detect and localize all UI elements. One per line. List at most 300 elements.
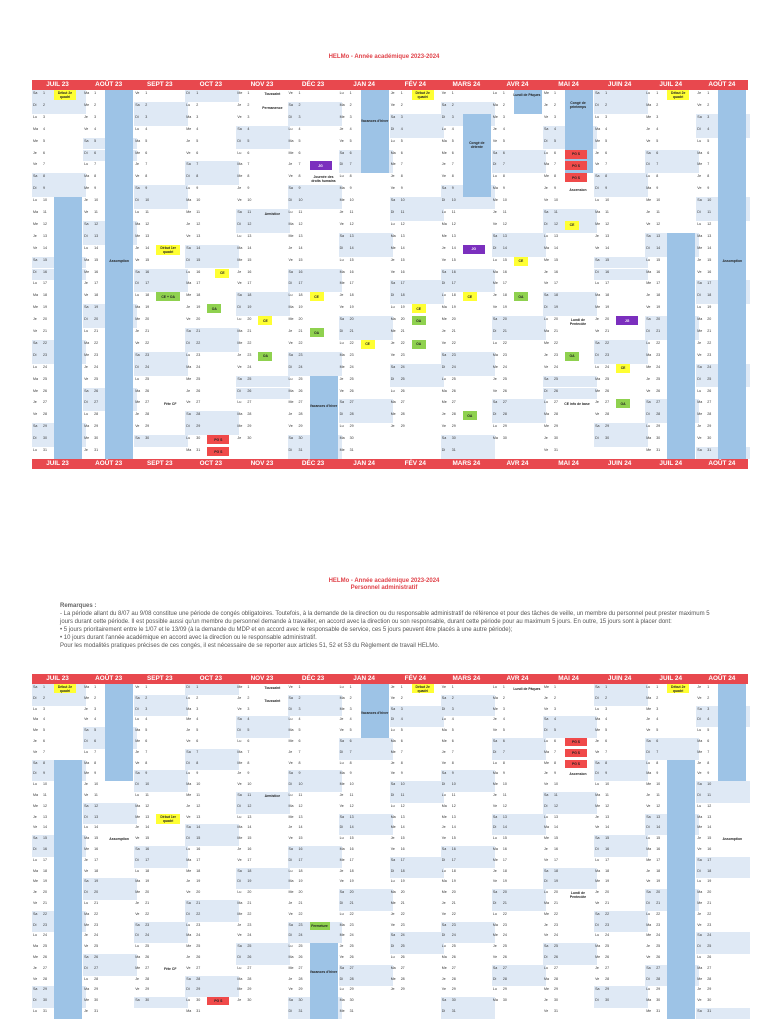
day-cell	[339, 388, 393, 400]
day-cell	[185, 846, 242, 857]
weekday-label: Di	[339, 162, 343, 167]
day-number: 18	[43, 868, 47, 873]
day-number: 30	[554, 436, 558, 441]
day-number: 18	[554, 293, 558, 298]
day-cell	[645, 727, 702, 738]
weekday-label: Di	[84, 814, 88, 819]
weekday-label: Ve	[288, 257, 293, 262]
day-cell	[492, 221, 546, 233]
weekday-label: Ma	[441, 221, 447, 226]
event-assomption: Assomption	[109, 259, 129, 264]
weekday-label: Ve	[84, 126, 89, 131]
day-cell	[543, 792, 597, 803]
event-armistice: Armistice	[264, 794, 281, 798]
event-ce: CE	[258, 316, 272, 325]
weekday-label: Di	[186, 91, 190, 95]
weekday-label: Di	[390, 793, 395, 797]
day-number: 16	[145, 847, 150, 851]
day-number: 21	[400, 901, 405, 905]
day-cell	[594, 727, 651, 738]
weekday-label: Ve	[186, 890, 191, 895]
weekday-label: Je	[441, 329, 446, 333]
day-cell	[32, 185, 86, 197]
day-number: 15	[605, 257, 610, 262]
weekday-label: Me	[33, 221, 38, 226]
weekday-label: Ve	[237, 933, 242, 938]
weekday-label: Ve	[595, 749, 600, 754]
weekday-label: Me	[339, 706, 345, 711]
weekday-label: Je	[339, 210, 344, 214]
day-number: 18	[451, 293, 456, 298]
detente-vacation-block	[463, 114, 491, 197]
day-number: 13	[298, 233, 303, 238]
day-number: 17	[349, 281, 354, 286]
day-number: 12	[502, 803, 507, 808]
day-number: 18	[94, 293, 99, 298]
weekday-label: Sa	[33, 836, 38, 841]
day-number: 5	[349, 728, 352, 733]
day-number: 27	[43, 965, 47, 970]
day-cell	[594, 824, 648, 835]
day-cell	[185, 173, 239, 185]
weekday-label: Lu	[33, 281, 37, 286]
day-number: 8	[247, 760, 250, 765]
day-number: 21	[247, 901, 252, 905]
weekday-label: Me	[33, 728, 38, 733]
day-number: 6	[349, 739, 352, 743]
weekday-label: Sa	[697, 857, 702, 862]
day-number: 25	[247, 376, 252, 381]
day-cell	[594, 749, 648, 760]
weekday-label: Ma	[33, 293, 38, 298]
day-cell	[492, 304, 546, 316]
event-ascension: Ascension	[569, 187, 587, 192]
day-number: 26	[349, 955, 354, 959]
weekday-label: Sa	[595, 760, 600, 765]
weekday-label: Di	[135, 706, 139, 711]
day-number: 2	[196, 695, 199, 700]
weekday-label: Me	[33, 879, 38, 884]
weekday-label: Di	[595, 922, 599, 927]
day-number: 24	[247, 933, 252, 938]
weekday-label: Ma	[697, 965, 703, 970]
day-cell	[339, 846, 393, 857]
day-number: 20	[451, 317, 456, 322]
day-cell	[492, 706, 549, 717]
weekday-label: Ma	[186, 198, 192, 203]
weekday-label: Ve	[441, 424, 446, 429]
weekday-label: Lu	[33, 448, 37, 452]
weekday-label: Sa	[544, 210, 549, 214]
weekday-label: Je	[84, 782, 88, 787]
day-number: 25	[94, 944, 99, 949]
weekday-label: Ve	[288, 340, 293, 345]
weekday-label: Je	[697, 257, 702, 262]
day-number: 28	[247, 976, 252, 981]
day-cell	[288, 695, 342, 706]
day-number: 29	[196, 987, 201, 992]
weekday-label: Ma	[492, 771, 498, 776]
weekday-label: Sa	[33, 424, 38, 429]
day-cell	[32, 161, 89, 173]
weekday-label: Ma	[544, 412, 549, 417]
day-number: 2	[196, 102, 199, 107]
day-number: 21	[349, 329, 354, 333]
event-ce-oa: CE + OA	[156, 292, 180, 301]
day-number: 27	[94, 400, 99, 405]
day-number: 3	[349, 114, 352, 119]
day-number: 16	[554, 847, 558, 851]
weekday-label: Sa	[288, 695, 293, 700]
day-number: 9	[451, 186, 454, 191]
weekday-label: Je	[544, 998, 548, 1003]
day-number: 19	[349, 305, 354, 310]
month-header: AOÛT 23	[95, 675, 123, 682]
weekday-label: Di	[84, 739, 88, 743]
day-cell	[441, 911, 495, 922]
weekday-label: Me	[390, 162, 396, 167]
day-number: 9	[400, 186, 403, 191]
day-cell	[390, 376, 444, 388]
weekday-label: Je	[646, 376, 650, 381]
day-number: 23	[196, 352, 201, 357]
day-number: 13	[451, 814, 456, 819]
day-number: 16	[43, 847, 47, 851]
weekday-label: Je	[492, 376, 497, 381]
day-cell	[543, 878, 597, 889]
day-number: 28	[298, 976, 303, 981]
day-number: 30	[605, 998, 610, 1003]
event-ascension: Ascension	[569, 772, 587, 777]
weekday-label: Lu	[544, 890, 548, 895]
day-cell	[185, 399, 242, 411]
day-number: 30	[451, 998, 456, 1003]
day-number: 26	[502, 955, 507, 959]
day-number: 10	[451, 198, 456, 203]
day-number: 25	[43, 944, 47, 949]
day-number: 14	[43, 245, 47, 250]
weekday-label: Lu	[441, 944, 446, 949]
day-cell	[492, 749, 546, 760]
weekday-label: Di	[339, 749, 343, 754]
day-cell	[236, 878, 290, 889]
weekday-label: Di	[237, 728, 241, 733]
day-cell	[543, 857, 600, 868]
day-number: 3	[145, 114, 148, 119]
day-number: 3	[196, 114, 199, 119]
weekday-label: Je	[186, 955, 191, 959]
weekday-label: Sa	[186, 901, 191, 905]
day-cell	[543, 435, 597, 447]
weekday-label: Je	[237, 269, 242, 274]
day-number: 19	[707, 879, 712, 884]
day-cell	[543, 447, 597, 459]
day-number: 25	[298, 376, 303, 381]
day-number: 27	[502, 965, 507, 970]
day-cell	[32, 749, 89, 760]
weekday-label: Me	[33, 955, 38, 959]
weekday-label: Ve	[339, 138, 344, 143]
day-number: 6	[247, 739, 250, 743]
day-cell	[236, 304, 290, 316]
weekday-label: Lu	[288, 944, 293, 949]
weekday-label: Lu	[237, 739, 242, 743]
day-number: 24	[707, 933, 712, 938]
day-cell	[134, 340, 188, 352]
weekday-label: Di	[390, 868, 395, 873]
weekday-label: Sa	[595, 685, 600, 689]
weekday-label: Sa	[288, 922, 293, 927]
weekday-label: Di	[135, 364, 139, 369]
weekday-label: Ma	[237, 412, 243, 417]
weekday-label: Sa	[390, 782, 396, 787]
day-number: 1	[707, 685, 710, 689]
weekday-label: Lu	[33, 857, 37, 862]
day-number: 23	[502, 922, 507, 927]
weekday-label: Ve	[697, 847, 702, 851]
day-cell	[390, 435, 447, 447]
day-number: 10	[656, 198, 661, 203]
day-number: 14	[554, 825, 558, 830]
weekday-label: Je	[84, 448, 88, 452]
weekday-label: Ma	[33, 126, 38, 131]
day-cell	[543, 997, 597, 1008]
weekday-label: Ma	[186, 364, 192, 369]
day-number: 13	[656, 814, 661, 819]
day-number: 22	[247, 911, 252, 916]
weekday-label: Lu	[186, 847, 191, 851]
weekday-label: Di	[595, 352, 599, 357]
day-number: 15	[502, 836, 507, 841]
day-number: 6	[43, 150, 45, 155]
day-number: 18	[247, 293, 252, 298]
day-cell	[492, 245, 546, 257]
day-number: 14	[94, 245, 99, 250]
weekday-label: Me	[544, 836, 549, 841]
weekday-label: Ma	[492, 695, 498, 700]
day-number: 4	[298, 126, 301, 131]
day-number: 1	[451, 91, 454, 95]
day-number: 23	[451, 352, 456, 357]
day-number: 2	[298, 102, 301, 107]
day-cell	[32, 727, 89, 738]
weekday-label: Ma	[33, 210, 38, 214]
day-cell	[288, 900, 342, 911]
day-cell	[134, 328, 191, 340]
day-number: 15	[349, 257, 354, 262]
weekday-label: Sa	[288, 269, 293, 274]
weekday-label: Sa	[288, 102, 293, 107]
day-number: 22	[400, 340, 405, 345]
day-number: 16	[94, 847, 99, 851]
day-number: 27	[196, 400, 201, 405]
day-number: 17	[502, 281, 507, 286]
day-number: 11	[298, 210, 303, 214]
weekday-label: Me	[441, 739, 447, 743]
day-number: 7	[707, 162, 710, 167]
day-number: 30	[656, 998, 661, 1003]
day-number: 6	[707, 150, 710, 155]
weekday-label: Ma	[697, 150, 703, 155]
day-cell	[185, 954, 239, 965]
weekday-label: Di	[646, 976, 650, 981]
day-cell	[441, 738, 498, 749]
day-cell	[185, 976, 239, 987]
day-number: 8	[656, 174, 659, 179]
weekday-label: Ve	[33, 329, 38, 333]
weekday-label: Me	[595, 879, 601, 884]
day-number: 29	[451, 987, 456, 992]
weekday-label: Ve	[33, 825, 38, 830]
day-number: 21	[145, 901, 150, 905]
weekday-label: Je	[339, 376, 344, 381]
day-number: 18	[43, 293, 47, 298]
weekday-label: Di	[237, 138, 241, 143]
weekday-label: Di	[186, 911, 190, 916]
weekday-label: Sa	[544, 126, 549, 131]
day-number: 10	[349, 198, 354, 203]
weekday-label: Me	[646, 1009, 652, 1013]
weekday-label: Me	[135, 890, 141, 895]
weekday-label: Me	[646, 281, 652, 286]
weekday-label: Je	[390, 685, 395, 689]
weekday-label: Ve	[33, 976, 38, 981]
day-number: 21	[43, 329, 47, 333]
day-cell	[185, 749, 239, 760]
weekday-label: Je	[390, 174, 395, 179]
day-cell	[339, 976, 393, 987]
weekday-label: Di	[697, 126, 701, 131]
weekday-label: Je	[441, 162, 446, 167]
day-cell	[543, 814, 597, 825]
day-cell	[83, 803, 137, 814]
day-cell	[236, 411, 290, 423]
weekday-label: Ve	[697, 186, 702, 191]
event-lundi-paques: Lundi de Pâques	[513, 93, 541, 97]
day-cell	[390, 857, 444, 868]
day-number: 2	[298, 695, 301, 700]
day-number: 23	[247, 922, 252, 927]
weekday-label: Sa	[595, 340, 600, 345]
weekday-label: Je	[390, 340, 395, 345]
day-number: 18	[656, 293, 661, 298]
day-cell	[236, 399, 290, 411]
day-cell	[492, 173, 546, 185]
day-cell	[543, 803, 597, 814]
day-number: 3	[349, 706, 352, 711]
day-number: 9	[502, 771, 505, 776]
day-cell	[441, 986, 495, 997]
day-number: 22	[349, 340, 354, 345]
weekday-label: Me	[288, 814, 294, 819]
weekday-label: Je	[390, 911, 395, 916]
day-number: 31	[298, 1009, 303, 1013]
day-cell	[185, 1008, 239, 1019]
weekday-label: Ve	[288, 685, 293, 689]
day-number: 15	[605, 836, 610, 841]
day-number: 28	[554, 412, 558, 417]
day-cell	[134, 932, 188, 943]
weekday-label: Je	[646, 210, 650, 214]
day-cell	[185, 932, 242, 943]
day-number: 24	[502, 933, 507, 938]
day-number: 25	[656, 376, 661, 381]
day-number: 20	[656, 317, 661, 322]
day-number: 30	[94, 998, 99, 1003]
day-number: 21	[451, 901, 456, 905]
weekday-label: Je	[84, 114, 88, 119]
day-cell	[134, 352, 191, 364]
day-cell	[288, 316, 342, 328]
day-cell	[492, 835, 546, 846]
weekday-label: Ve	[33, 749, 38, 754]
day-cell	[236, 857, 290, 868]
day-cell	[134, 280, 188, 292]
day-cell	[441, 209, 495, 221]
day-number: 26	[349, 388, 354, 393]
day-cell	[134, 90, 188, 102]
weekday-label: Je	[288, 162, 293, 167]
day-number: 26	[94, 955, 99, 959]
day-cell	[441, 727, 498, 738]
day-cell	[134, 727, 191, 738]
day-cell	[134, 447, 188, 459]
day-number: 21	[605, 901, 610, 905]
day-number: 24	[707, 364, 712, 369]
weekday-label: Ve	[186, 233, 191, 238]
day-cell	[543, 411, 600, 423]
day-cell	[134, 911, 188, 922]
day-number: 6	[43, 739, 45, 743]
weekday-label: Me	[237, 685, 243, 689]
day-number: 4	[502, 126, 505, 131]
day-cell	[339, 304, 393, 316]
day-cell	[185, 150, 242, 162]
day-number: 10	[298, 198, 303, 203]
weekday-label: Je	[544, 771, 548, 776]
day-cell	[390, 209, 444, 221]
day-number: 19	[298, 305, 303, 310]
day-number: 15	[451, 836, 456, 841]
day-cell	[185, 835, 239, 846]
day-number: 15	[451, 257, 456, 262]
weekday-label: Ma	[135, 728, 141, 733]
day-cell	[441, 781, 495, 792]
day-number: 19	[451, 305, 456, 310]
weekday-label: Lu	[33, 364, 37, 369]
day-cell	[441, 364, 495, 376]
day-cell	[492, 126, 549, 138]
day-number: 7	[298, 749, 301, 754]
day-cell	[594, 997, 648, 1008]
day-number: 2	[43, 102, 45, 107]
day-number: 4	[451, 126, 454, 131]
day-number: 3	[298, 114, 301, 119]
weekday-label: Ve	[339, 955, 344, 959]
weekday-label: Di	[288, 281, 292, 286]
day-cell	[594, 411, 648, 423]
day-cell	[492, 316, 546, 328]
day-number: 24	[349, 933, 354, 938]
day-cell	[236, 435, 290, 447]
day-number: 7	[502, 162, 505, 167]
day-cell	[288, 150, 342, 162]
weekday-label: Ve	[492, 879, 498, 884]
weekday-label: Me	[84, 847, 90, 851]
day-cell	[492, 943, 549, 954]
day-cell	[339, 900, 393, 911]
day-number: 15	[145, 257, 150, 262]
